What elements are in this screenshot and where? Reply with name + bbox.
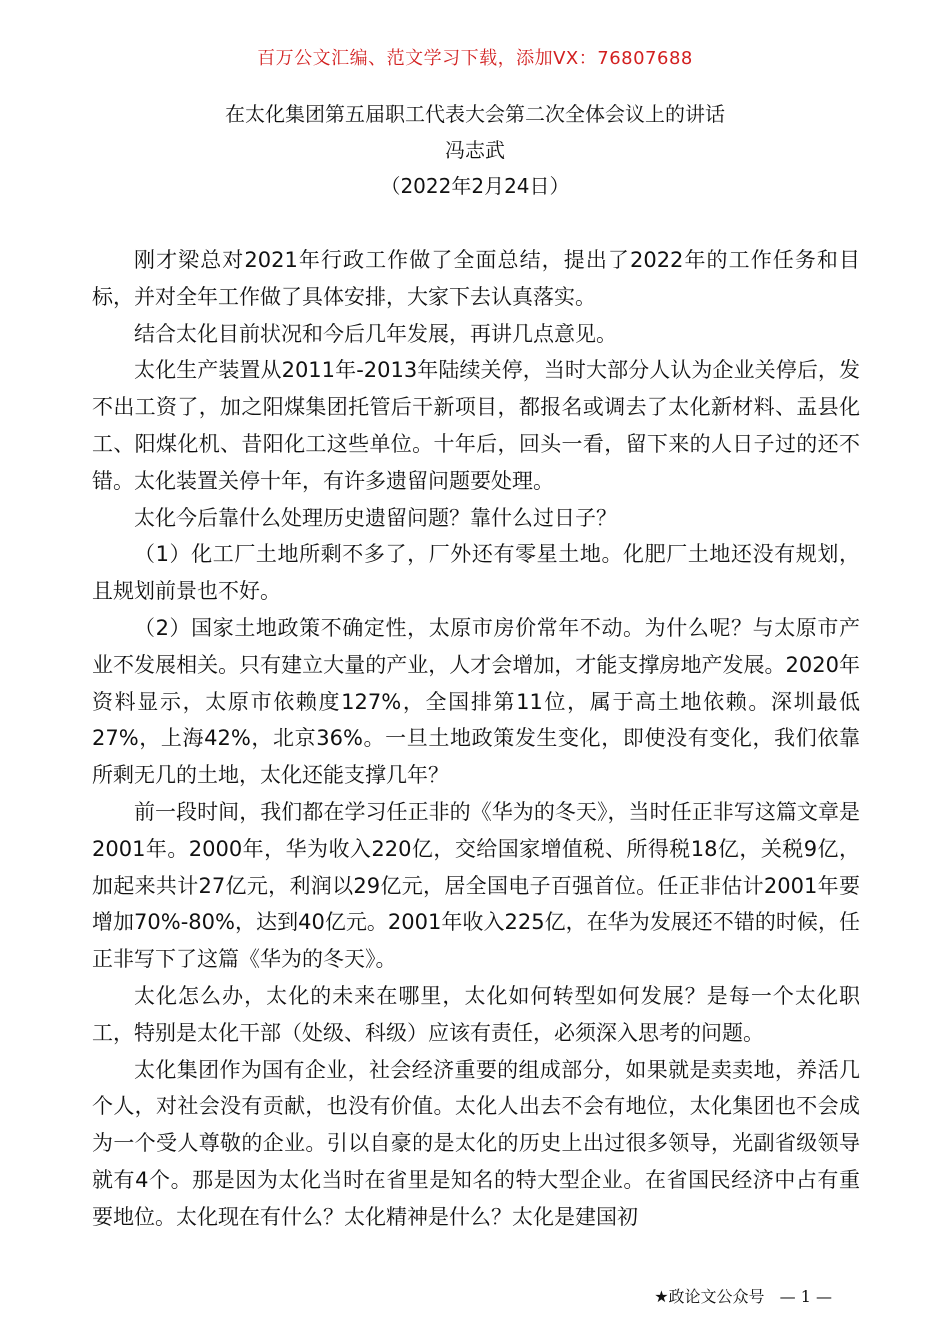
paragraph: 结合太化目前状况和今后几年发展，再讲几点意见。 [134, 321, 617, 346]
footer-source: ★政论文公众号 [654, 1287, 765, 1306]
paragraph: 刚才梁总对2021年行政工作做了全面总结，提出了2022年的工作任务和目标，并对全年工作做了具体安排，大家下去认真落实。 [92, 248, 860, 309]
document-body [92, 242, 860, 1236]
paragraph: 太化怎么办，太化的未来在哪里，太化如何转型如何发展？是每一个太化职工，特别是太化干部（处级、科级）应该有责任，必须深入思考的问题。 [92, 983, 860, 1045]
paragraph: 太化今后靠什么处理历史遗留问题？靠什么过日子？ [134, 505, 617, 530]
title-block [0, 96, 950, 204]
document-title: 在太化集团第五届职工代表大会第二次全体会议上的讲话 [225, 102, 725, 126]
paragraph: （1）化工厂土地所剩不多了，厂外还有零星土地。化肥厂土地还没有规划，且规划前景也不好。 [92, 542, 860, 604]
paragraph: （2）国家土地政策不确定性，太原市房价常年不动。为什么呢？与太原市产业不发展相关。只有建立大量的产业，人才会增加，才能支撑房地产发展。2020年资料显示，太原市依赖度127%，全国排第11位，属于高土地依赖。深圳最低27%，上海42%，北京36%。一旦土地政策发生变化，即使没有变化，我们依靠所剩无几的土地，太化还能支撑几年？ [92, 615, 860, 788]
document-date: （2022年2月24日） [380, 174, 570, 198]
page-footer [654, 1284, 832, 1307]
paragraph: 太化生产装置从2011年-2013年陆续关停，当时大部分人认为企业关停后，发不出工资了，加之阳煤集团托管后干新项目，都报名或调去了太化新材料、盂县化工、阳煤化机、昔阳化工这些单位。十年后，回头一看，留下来的人日子过的还不错。太化装置关停十年，有许多遗留问题要处理。 [92, 358, 860, 493]
header-note: 百万公文汇编、范文学习下载，添加VX：76807688 [257, 48, 693, 69]
document-author: 冯志武 [445, 138, 505, 162]
page-number: — 1 — [779, 1287, 832, 1306]
paragraph: 太化集团作为国有企业，社会经济重要的组成部分，如果就是卖卖地，养活几个人，对社会没有贡献，也没有价值。太化人出去不会有地位，太化集团也不会成为一个受人尊敬的企业。引以自豪的是太化的历史上出过很多领导，光副省级领导就有4个。那是因为太化当时在省里是知名的特大型企业。在省国民经济中占有重要地位。太化现在有什么？太化精神是什么？太化是建国初 [92, 1057, 860, 1229]
paragraph: 前一段时间，我们都在学习任正非的《华为的冬天》，当时任正非写这篇文章是2001年。2000年，华为收入220亿，交给国家增值税、所得税18亿，关税9亿，加起来共计27亿元，利润以29亿元，居全国电子百强首位。任正非估计2001年要增加70%-80%，达到40亿元。2001年收入225亿，在华为发展还不错的时候，任正非写下了这篇《华为的冬天》。 [92, 799, 860, 972]
